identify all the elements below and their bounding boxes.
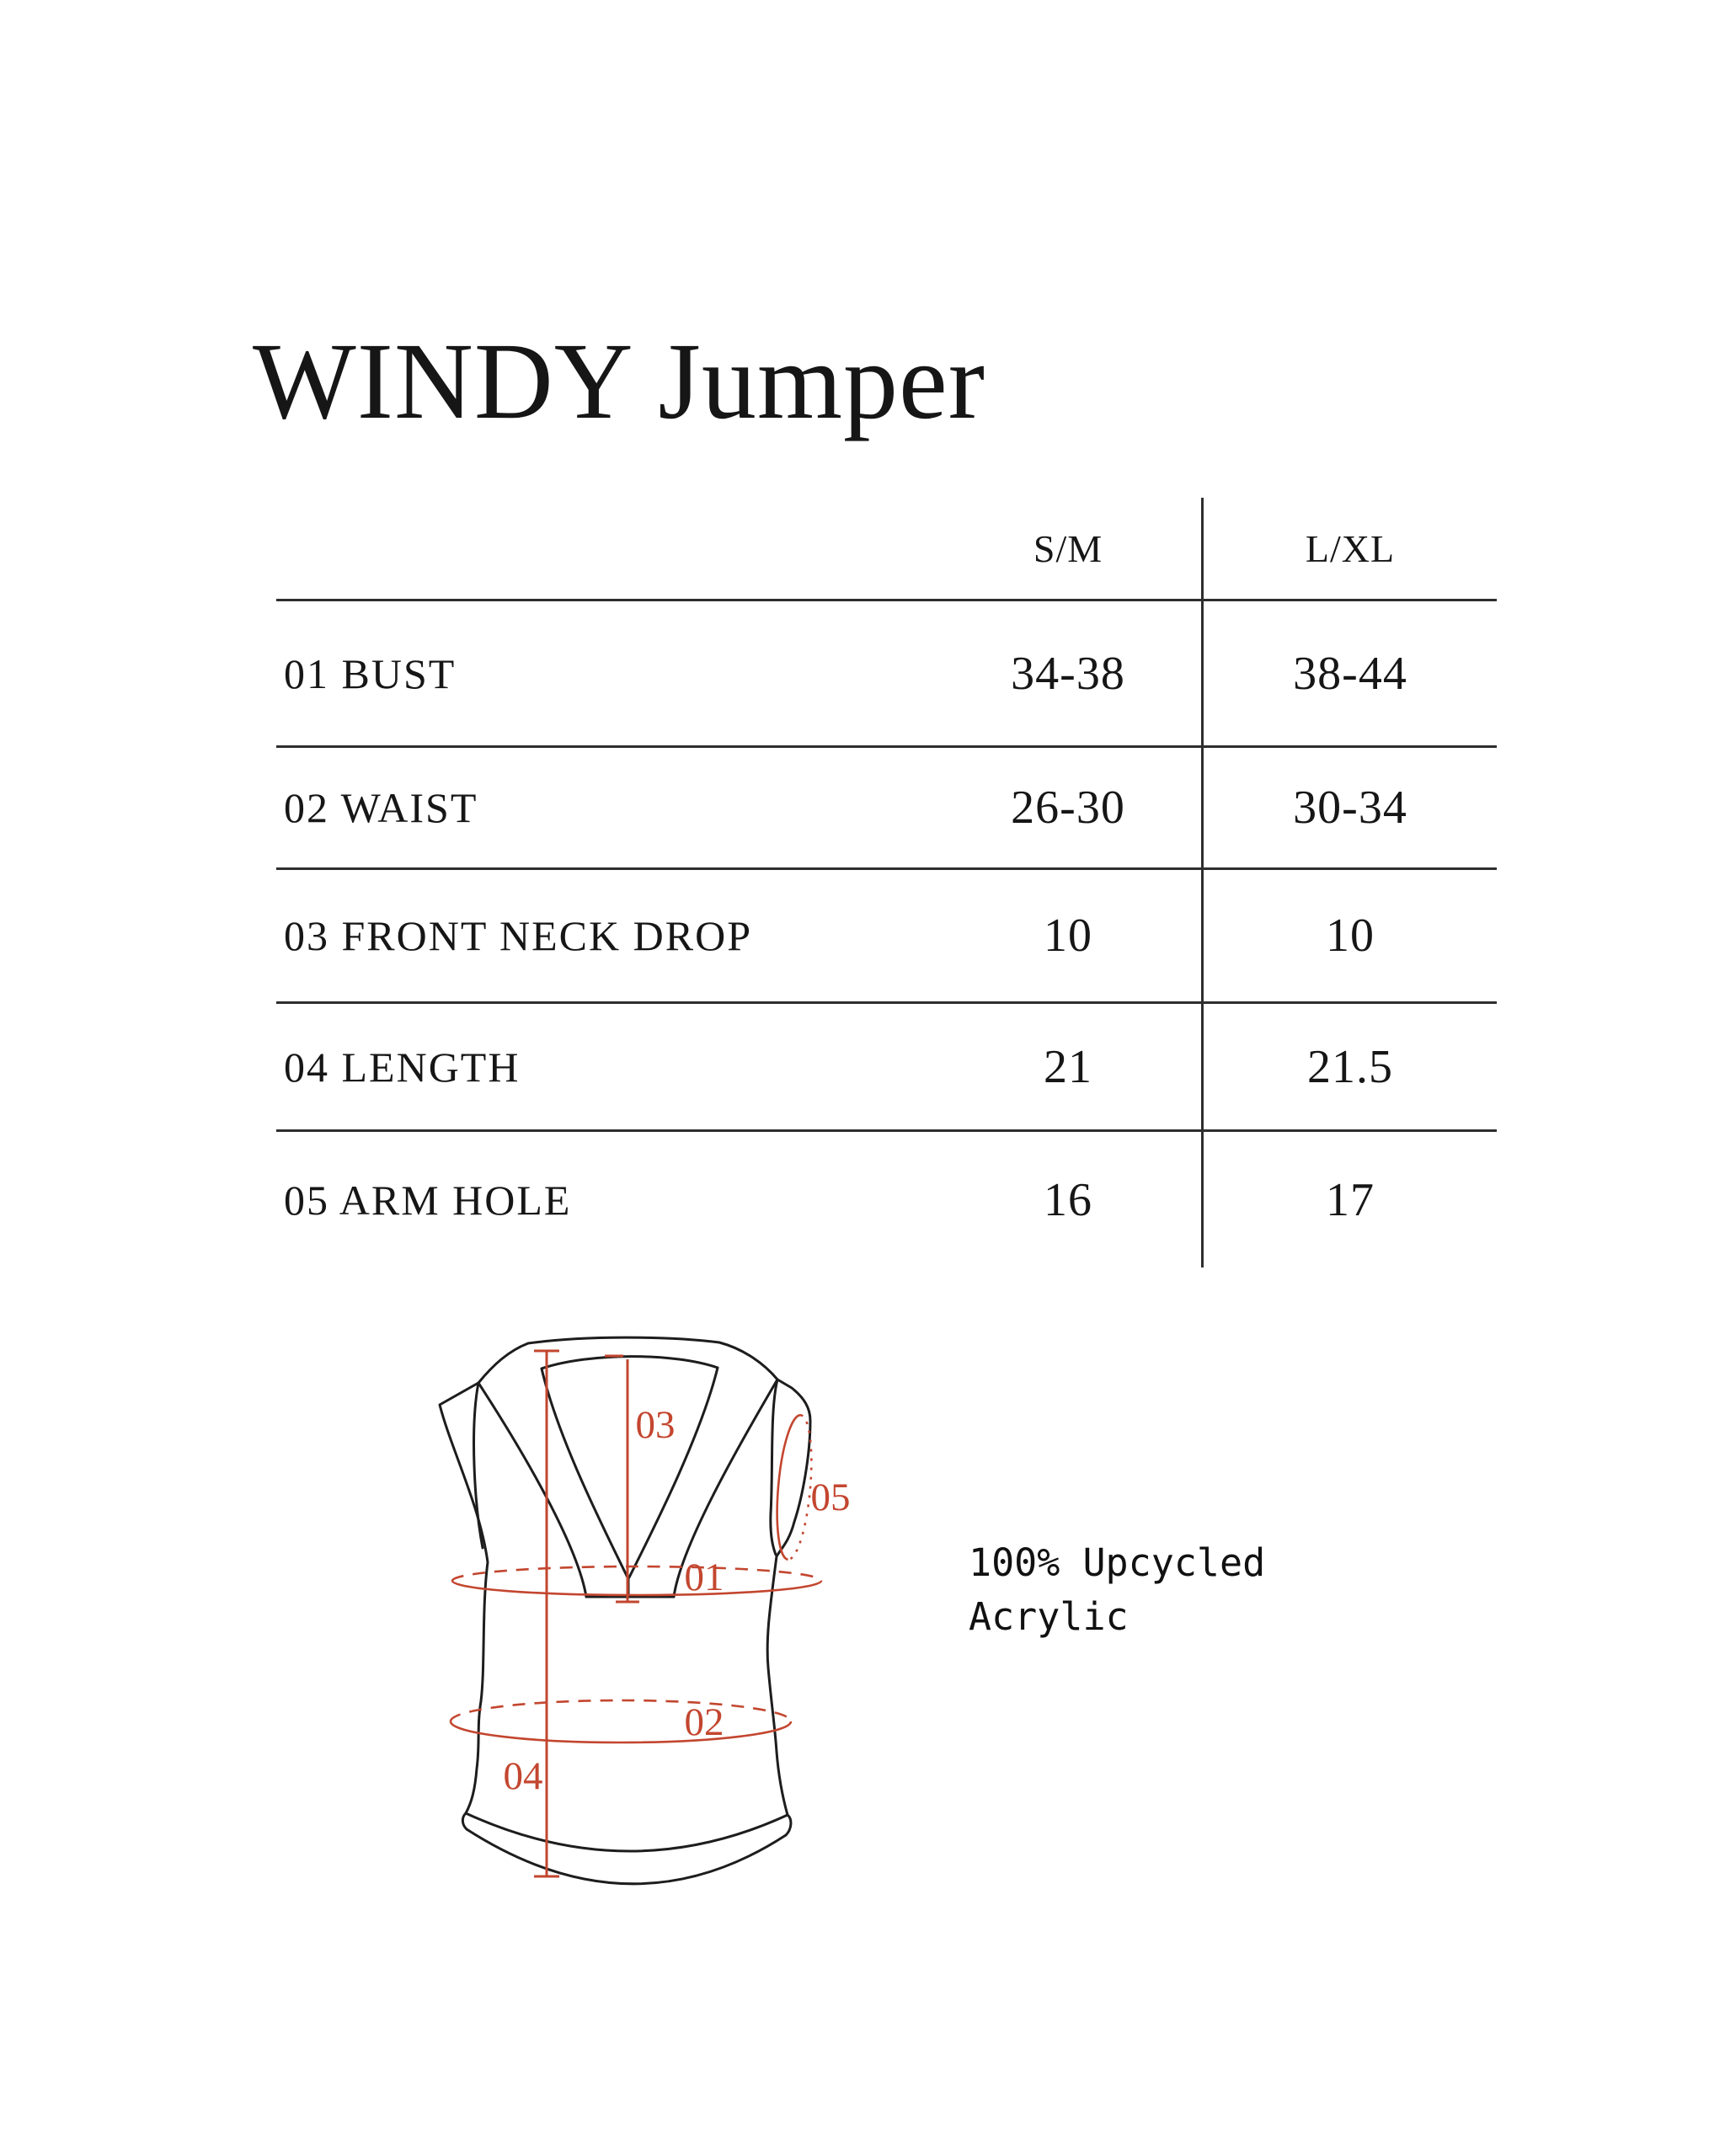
row-label: 01 BUST bbox=[284, 649, 457, 697]
annotation-label-length: 04 bbox=[503, 1754, 543, 1798]
table-row bbox=[276, 1004, 1497, 1132]
annotation-label-arm-hole: 05 bbox=[810, 1476, 851, 1519]
value-lxl: 30-34 bbox=[1293, 782, 1407, 834]
page-title: WINDY Jumper bbox=[253, 321, 986, 442]
table-row bbox=[276, 748, 1497, 870]
value-sm: 16 bbox=[935, 1132, 1204, 1267]
material-note-line: Acrylic bbox=[969, 1594, 1129, 1639]
garment-diagram bbox=[421, 1331, 859, 1971]
garment-outline bbox=[440, 1337, 810, 1884]
value-lxl: 17 bbox=[1326, 1173, 1375, 1226]
material-note-line: 100% Upcycled bbox=[969, 1540, 1266, 1585]
value-lxl: 38-44 bbox=[1293, 647, 1407, 700]
measurement-annotations bbox=[451, 1351, 851, 1876]
row-label: 05 ARM HOLE bbox=[284, 1176, 572, 1224]
column-header-sm: S/M bbox=[935, 498, 1204, 599]
row-label: 03 FRONT NECK DROP bbox=[284, 912, 752, 959]
header-spacer bbox=[276, 498, 935, 599]
annotation-label-front-neck-drop: 03 bbox=[635, 1403, 676, 1447]
row-label: 02 WAIST bbox=[284, 784, 478, 831]
annotation-label-bust: 01 bbox=[684, 1556, 724, 1599]
table-header-row bbox=[276, 498, 1497, 601]
table-row bbox=[276, 601, 1497, 748]
value-lxl: 21.5 bbox=[1307, 1040, 1393, 1093]
column-header-lxl: L/XL bbox=[1305, 526, 1396, 570]
waist-ellipse-annotation bbox=[451, 1700, 791, 1742]
table-row bbox=[276, 1132, 1497, 1267]
value-sm: 34-38 bbox=[935, 601, 1204, 745]
value-sm: 10 bbox=[935, 870, 1204, 1001]
row-label: 04 LENGTH bbox=[284, 1043, 521, 1091]
value-lxl: 10 bbox=[1326, 910, 1375, 962]
table-row bbox=[276, 870, 1497, 1004]
value-sm: 21 bbox=[935, 1004, 1204, 1129]
value-sm: 26-30 bbox=[935, 748, 1204, 867]
annotation-label-waist: 02 bbox=[684, 1700, 724, 1744]
bust-ellipse-annotation bbox=[452, 1566, 821, 1595]
size-chart-table bbox=[276, 498, 1497, 1267]
armhole-ellipse-annotation bbox=[777, 1415, 812, 1559]
material-note bbox=[969, 1536, 1265, 1644]
